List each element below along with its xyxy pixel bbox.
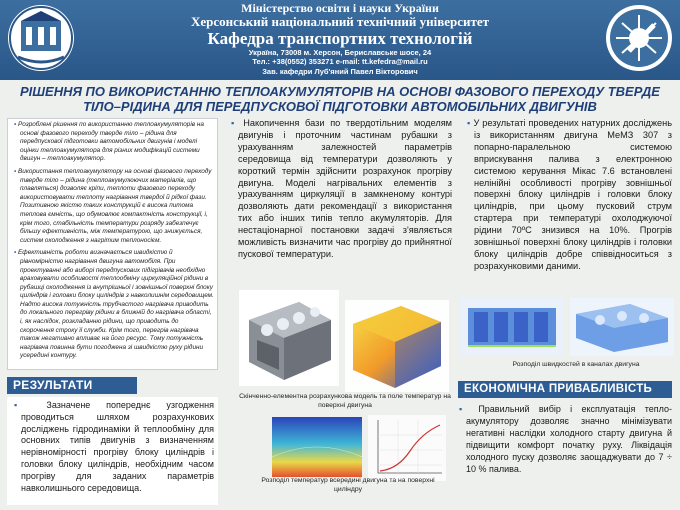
engine-fe-model-image xyxy=(239,290,339,386)
intro-paragraph-2: ▪ Використання теплоакумулятору на основі фазового переходу тверде тіло – рідина (теплоакумулюючих матеріалів, що плавляться) дозволяє кріпи, теплоти фазового переходу використовувати теплоту нагрівання твердої й рідкої фази. Позитивною якістю таких конструкцій є висока питома теплова ємність, що обумовлює компактність конструкції, і, крім того, стабільність температури розряду забезпечує більшу ефективність, між температурою, що знижується, систем охолодження з нагрітим теплоносієм. xyxy=(12,168,214,245)
intro-paragraph-1: ▪ Розроблені рішення по використанню теплоакумуляторів на основі фазового переходу твердe тіло – рідина для передпускової підготовки автомобільних двигунів і моделі оцінки теплоакумулятора для різних модифікацій системи двигун – теплоакумулятор. xyxy=(12,121,214,164)
velocity-field-image-1 xyxy=(460,298,564,356)
figure-caption-1: Скінченно-елементна розрахункова модель та поле температур на поверхні двигуна xyxy=(239,393,451,409)
left-intro-box xyxy=(7,118,218,370)
poster-header xyxy=(0,0,680,80)
right-text: У результаті проведених натурних досліджень із використанням двигуна МеМЗ 307 з попарно-паралельною системою вприскування палива з електронною системою керування Мікас 7.6 встановлені нелінійні особливості прогріву зовнішньої поверхні блоку циліндрів і головки блоку циліндрів, при цьому пусковий струм стартера при температурі охолоджуючої рідини 70ºС знизився на 10%. Прогрів зовнішньої поверхні блоку циліндрів і головки блоку циліндрів добре співвідноситься з розрахунковими даними. xyxy=(473,118,672,271)
economic-text: Правильний вибір і експлуатація тепло-акумулятору дозволяє значно мінімізувати негативні наслідки холодного старту двигуна й підвищити комфорт початку руху. Ліквідація холодного пуску дозволяє заощаджувати до 7 ÷ 10 % палива. xyxy=(466,404,672,474)
figure-caption-3: Розподіл швидкостей в каналах двигуна xyxy=(512,361,640,368)
economic-box xyxy=(458,404,672,475)
middle-text: Накопичення бази по твердотільним моделям двигунів і проточним частинам рубашки з урахуванням залежностей параметрів середовища від температури дозволяють у короткий термін здійснити розрахунок прогріву двигуна. Моделі нагрівальних елементів з урахуванням циркуляції в замкненому контурі дозволяють дати рекомендації з використання тих або інших типів тепло акумуляторів. Для нестаціонарної постановки задачі з'являється можливість визначити час прогріву до прийнятної пускової температури. xyxy=(238,118,452,259)
engine-temperature-field-image xyxy=(345,300,449,392)
department-logo-icon xyxy=(604,3,674,73)
economic-heading: ЕКОНОМІЧНА ПРИВАБЛИВІСТЬ xyxy=(458,381,672,398)
results-heading: РЕЗУЛЬТАТИ xyxy=(7,377,137,394)
bullet-icon: ▪ xyxy=(467,118,474,128)
middle-column xyxy=(230,118,452,261)
bullet-icon: ▪ xyxy=(459,404,479,414)
right-column xyxy=(466,118,672,273)
intro-paragraph-3: ▪ Ефективність роботи визначається швидкістю й рівномірністю нагрівання двигуна автомобіля. При проектуванні або виборі передпускових підігрівачів необхідно враховувати особливості теплообміну циркуляційної рідини в рубашці охолодження із внутрішньої і зовнішньої поверхні блоку циліндрів і головки блоку циліндрів з навколишнім середовищем. Надто висока потужність трубчастого нагрівача приводить до локального перегріву рідини в ближній до нагрівача області, і, як наслідок, розкладанню рідини, що приводить до скорочення строку її служби. Крім того, перегрів нагрівача також негативно впливає на його ресурс. Тому потужність нагрівача повинна бути погоджена зі швидкістю руху рідини усередині контуру. xyxy=(12,249,214,361)
results-box xyxy=(7,397,218,505)
ministry-line: Міністерство освіти і науки України xyxy=(241,1,439,15)
bullet-icon: ▪ xyxy=(231,118,244,128)
velocity-field-image-2 xyxy=(570,298,674,356)
bullet-icon: ▪ xyxy=(14,400,47,410)
university-name: Херсонський національний технічний університет xyxy=(190,14,490,29)
figure-caption-2: Розподіл температур всередині двигуна та на поверхні циліндру xyxy=(261,477,435,493)
poster-title: РІШЕННЯ ПО ВИКОРИСТАННЮ ТЕПЛОАКУМУЛЯТОРІВ НА ОСНОВІ ФАЗОВОГО ПЕРЕХОДУ ТВЕРДЕ ТІЛО–РІДИНА ДЛЯ ПЕРЕДПУСКОВОЇ ПІДГОТОВКИ АВТОМОБІЛЬНИХ ДВИГУНІВ xyxy=(20,84,660,114)
contacts-line: Тел.: +38(0552) 353271 e-mail: tt.kefedra@mail.ru xyxy=(252,57,428,66)
department-head-line: Зав. кафедри Луб'яний Павел Вікторович xyxy=(262,67,418,76)
address-line: Україна, 73008 м. Херсон, Бериславське шосе, 24 xyxy=(248,48,432,57)
results-text: Зазначене попереднє узгодження проводиться шляхом розрахункових досліджень гідродинаміки й теплообміну для основних типів двигунів з визначенням нерівномірності прогріву блоку циліндрів і головки блоку циліндрів, необхідним часом прогріву для заданих параметрів навколишнього середовища. xyxy=(21,400,214,493)
internal-temperature-map-image xyxy=(272,417,362,477)
cylinder-temperature-chart-image xyxy=(368,415,446,481)
department-name: Кафедра транспортних технологій xyxy=(207,29,473,48)
